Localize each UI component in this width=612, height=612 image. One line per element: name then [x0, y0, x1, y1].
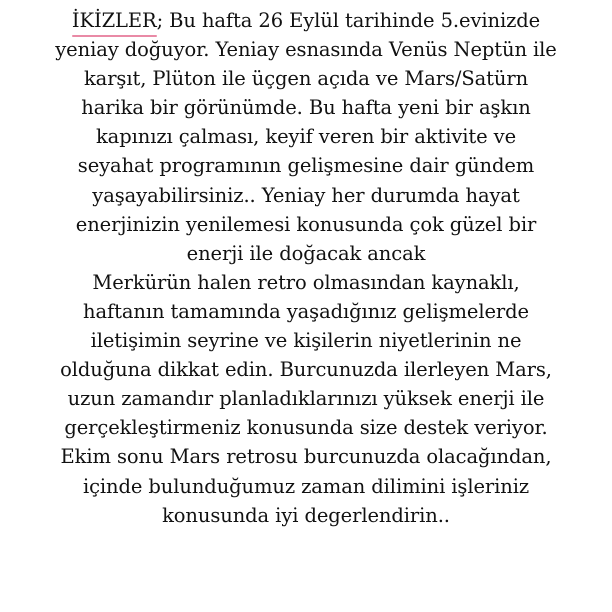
sign-name-heading	[72, 6, 157, 35]
text-line: yeniay doğuyor. Yeniay esnasında Venüs Neptün ile	[55, 38, 557, 62]
first-line-rest: ; Bu hafta 26 Eylül tarihinde 5.evinizde	[156, 9, 541, 32]
text-line: Ekim sonu Mars retrosu burcunuzda olacağından,	[60, 445, 552, 469]
sign-name-text: İKİZLER	[71, 9, 157, 32]
text-line: gerçekleştirmeniz konusunda size destek veriyor.	[64, 416, 548, 440]
sign-name-underline	[72, 35, 157, 37]
text-line: olduğuna dikkat edin. Burcunuzda ilerleyen Mars,	[60, 358, 552, 382]
text-line: iletişimin seyrine ve kişilerin niyetlerinin ne	[90, 329, 522, 353]
text-line: uzun zamandır planladıklarınızı yüksek enerji ile	[67, 387, 545, 411]
text-line: harika bir görünümde. Bu hafta yeni bir aşkın	[81, 96, 531, 120]
text-line-1	[2, 6, 610, 35]
text-line: haftanın tamamında yaşadığınız gelişmelerde	[83, 299, 529, 323]
text-line: Merkürün halen retro olmasından kaynaklı,	[92, 270, 520, 294]
text-line: kapınızı çalması, keyif veren bir aktivite ve	[95, 125, 517, 149]
text-line: enerjinizin yenilemesi konusunda çok güzel bir	[75, 212, 537, 236]
text-line: karşıt, Plüton ile üçgen açıda ve Mars/Satürn	[83, 67, 529, 91]
text-line: enerji ile doğacak ancak	[186, 241, 426, 265]
text-line: seyahat programının gelişmesine dair gündem	[77, 154, 535, 178]
text-line: yaşayabilirsiniz.. Yeniay her durumda hayat	[92, 183, 520, 207]
text-line: içinde bulunduğumuz zaman dilimini işleriniz	[82, 474, 530, 498]
horoscope-text	[2, 6, 610, 530]
text-line: konusunda iyi degerlendirin..	[162, 503, 450, 527]
